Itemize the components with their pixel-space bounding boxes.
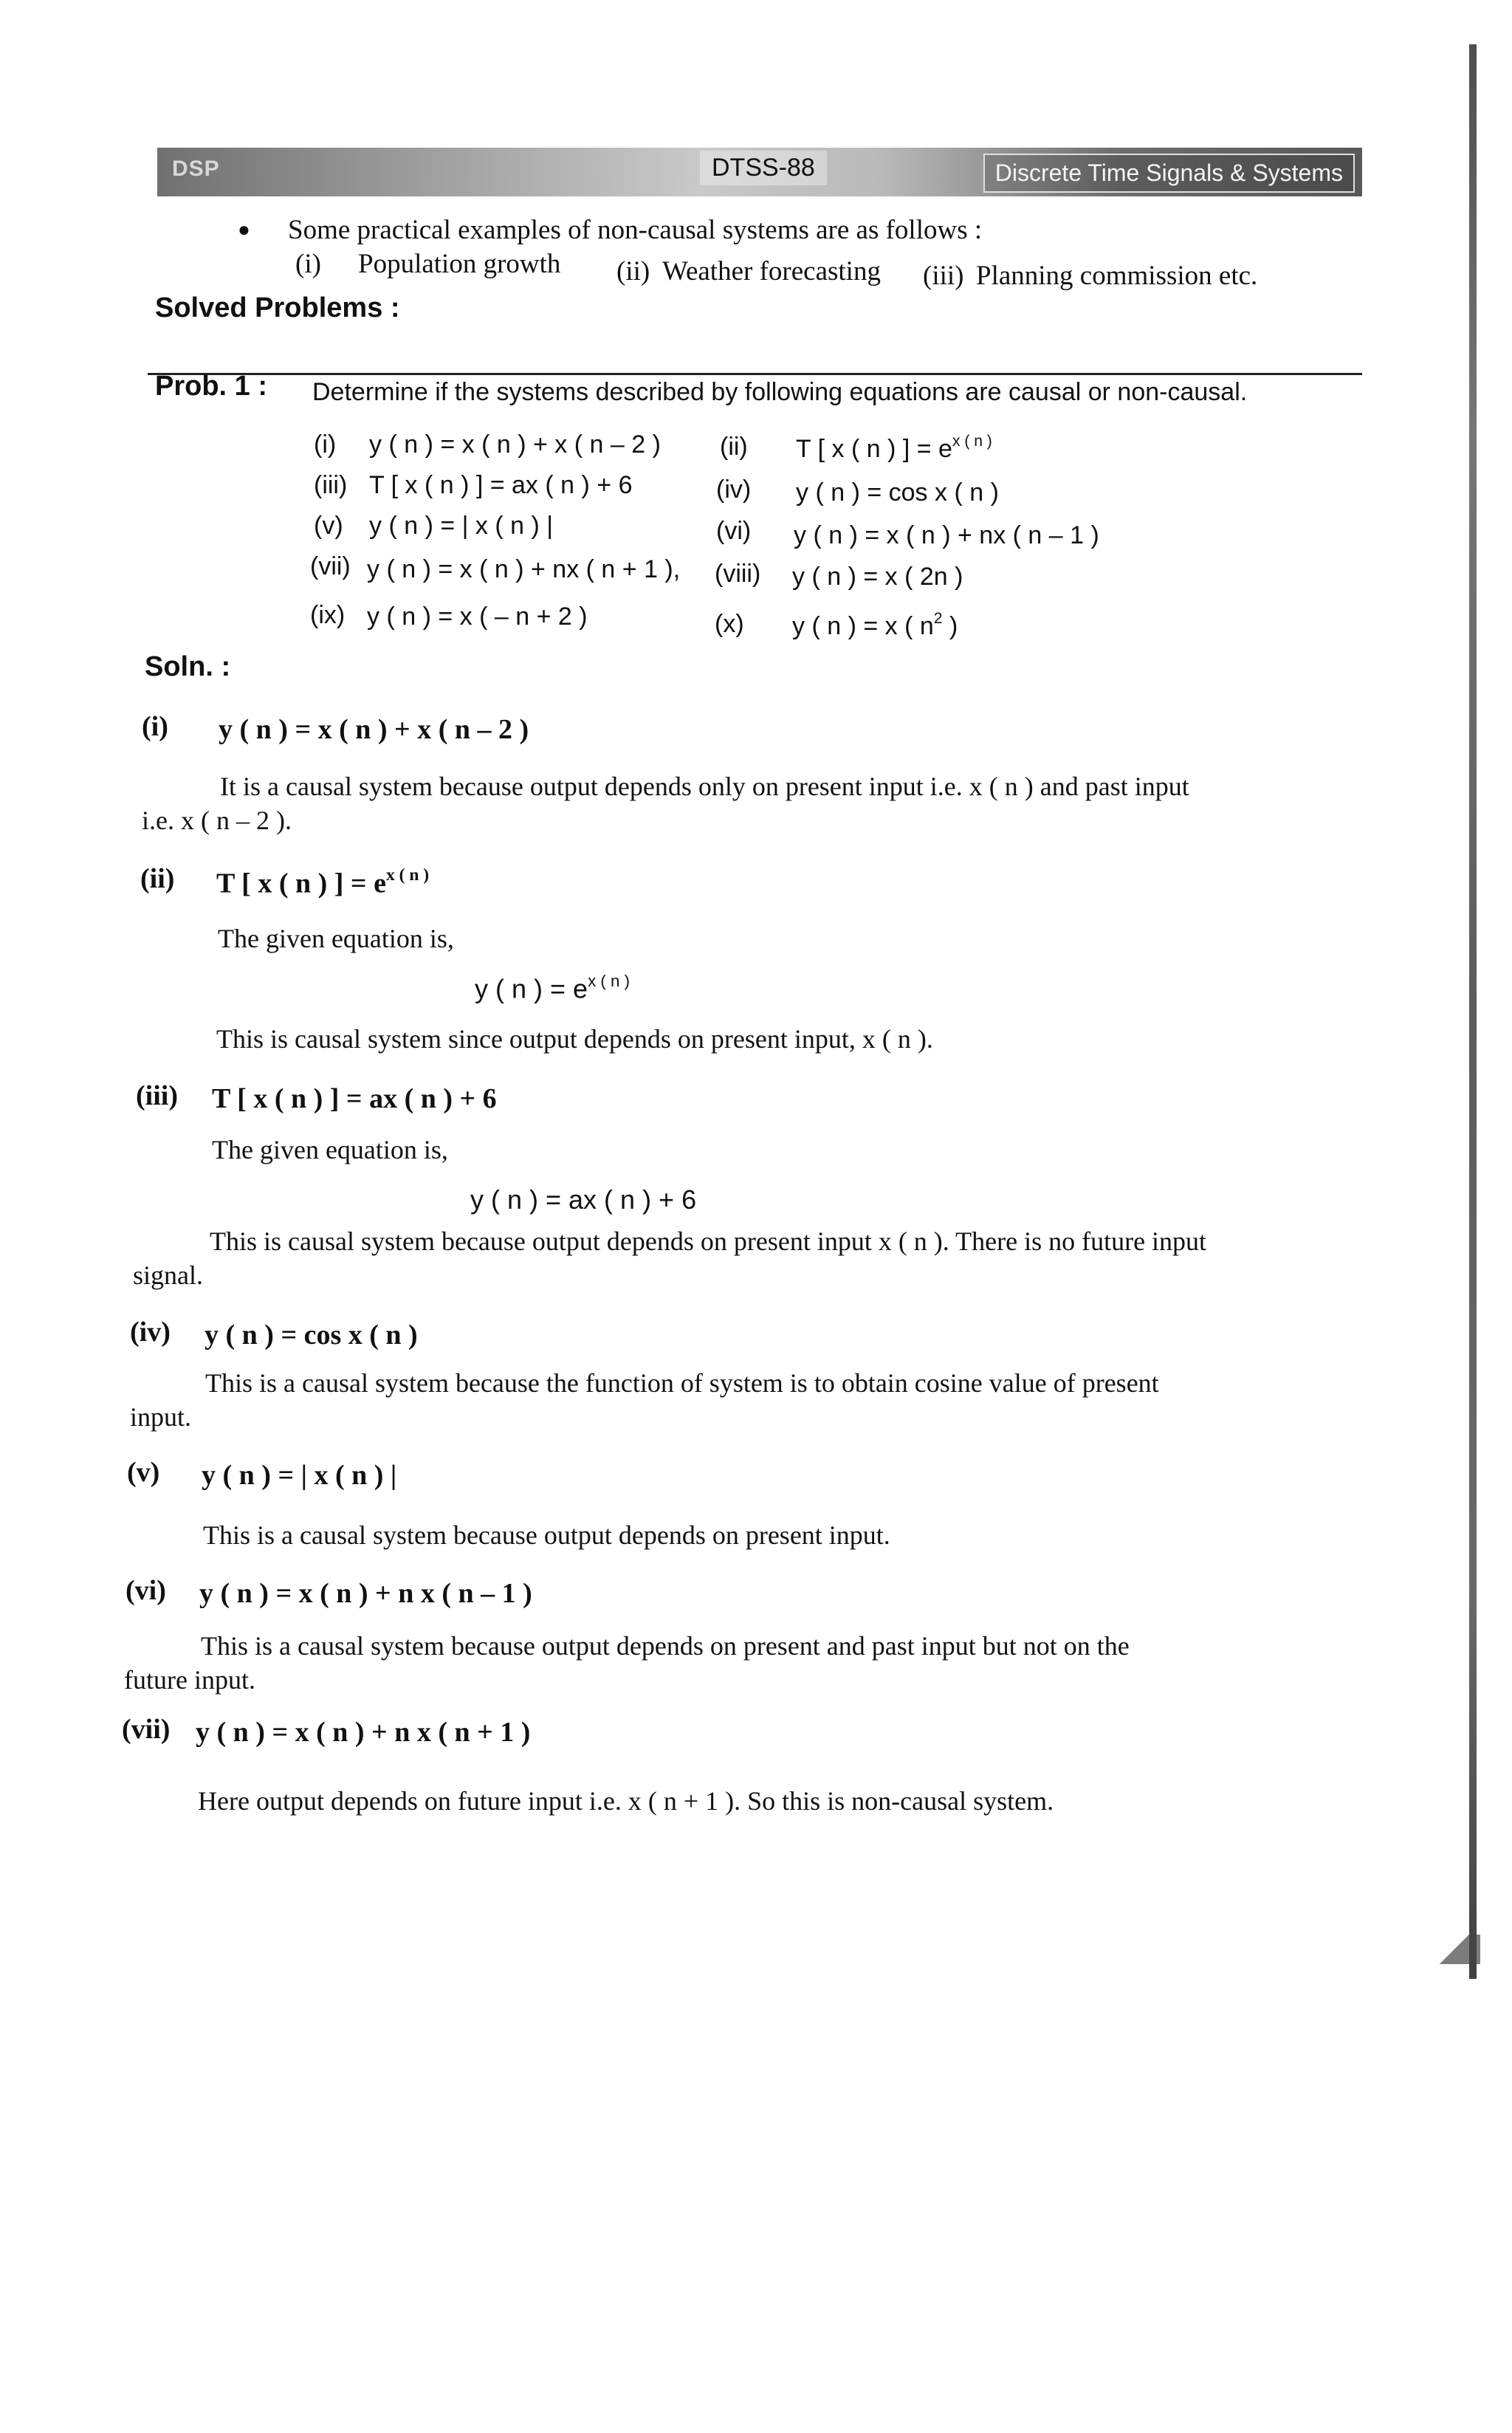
explanation-line: Here output depends on future input i.e. x ( n + 1 ). So this is non-causal system. [198,1786,1054,1816]
problem-label: Prob. 1 : [155,371,268,402]
option-num: (iii) [314,471,348,499]
option-num: (i) [314,430,337,459]
part-num: (iii) [136,1080,178,1111]
option-num: (x) [715,610,744,638]
part-equation: y ( n ) = cos x ( n ) [205,1320,418,1351]
part-num: (vii) [122,1714,171,1745]
formula: y ( n ) = $e^{x ( n )}$ [475,972,630,1004]
option-num: (ii) [720,433,748,461]
part-num: (vi) [126,1575,166,1606]
formula: y ( n ) = ax ( n ) + 6 [470,1184,697,1215]
explanation-line: input. [130,1402,192,1432]
option-equation: y ( n ) = x ( n ) + nx ( n + 1 ), [367,555,681,583]
given-text: The given equation is, [218,924,454,953]
given-text: The given equation is, [212,1135,448,1164]
solved-problems-heading: Solved Problems : [155,292,400,323]
example-num: (iii) [923,261,964,291]
option-equation: T [ x ( n ) ] = $e^{x ( n )}$ [796,433,992,463]
part-equation: T [ x ( n ) ] = ax ( n ) + 6 [212,1083,497,1114]
option-equation: T [ x ( n ) ] = ax ( n ) + 6 [369,471,633,499]
explanation-line: This is causal system since output depends on present input, x ( n ). [216,1024,933,1054]
explanation-line: i.e. x ( n – 2 ). [142,806,292,835]
explanation-line: It is a causal system because output depends only on present input i.e. x ( n ) and past input [220,772,1189,801]
example-text: Population growth [358,249,561,279]
option-equation: y ( n ) = x ( n ) + nx ( n – 1 ) [794,521,1099,549]
explanation-line: future input. [124,1665,255,1695]
option-num: (viii) [715,560,761,588]
option-num: (ix) [310,601,346,629]
bullet-dot-icon: ● [238,219,250,241]
part-num: (iv) [130,1317,171,1348]
part-equation: y ( n ) = x ( n ) + n x ( n – 1 ) [199,1578,532,1609]
intro-bullet-text: Some practical examples of non-causal systems are as follows : [288,215,983,245]
option-equation: y ( n ) = x ( $n^2$ ) [792,610,958,640]
page-binding-shadow [1429,1935,1480,1964]
part-equation: y ( n ) = | x ( n ) | [202,1460,397,1491]
part-num: (v) [127,1457,160,1488]
header-left-label: DSP [172,157,220,181]
page-header [157,148,1362,196]
explanation-line: signal. [133,1260,203,1290]
option-equation: y ( n ) = x ( 2n ) [792,563,963,591]
option-equation: y ( n ) = x ( n ) + x ( n – 2 ) [369,430,661,459]
part-num: (ii) [140,863,175,894]
example-text: Planning commission etc. [976,261,1258,291]
part-num: (i) [142,711,168,742]
part-equation: T [ x ( n ) ] = $e^{x ( n )}$ [216,865,430,899]
example-num: (i) [295,249,321,279]
page-code: DTSS-88 [700,151,827,185]
example-num: (ii) [616,256,650,286]
page-binding-edge [1469,44,1477,1979]
solution-label: Soln. : [145,651,231,682]
option-equation: y ( n ) = | x ( n ) | [369,512,554,540]
explanation-line: This is a causal system because output depends on present input. [203,1520,890,1550]
example-text: Weather forecasting [662,256,881,286]
option-num: (vi) [716,517,752,545]
chapter-title: Discrete Time Signals & Systems [983,154,1355,193]
problem-statement: Determine if the systems described by following equations are causal or non-causal. [312,378,1248,406]
part-equation: y ( n ) = x ( n ) + n x ( n + 1 ) [196,1717,531,1748]
section-divider [148,373,1362,375]
option-num: (iv) [716,476,752,504]
explanation-line: This is a causal system because output depends on present and past input but not on the [201,1631,1130,1661]
explanation-line: This is a causal system because the function of system is to obtain cosine value of present [205,1368,1159,1398]
option-equation: y ( n ) = cos x ( n ) [796,478,999,507]
option-num: (vii) [310,552,351,580]
part-equation: y ( n ) = x ( n ) + x ( n – 2 ) [219,714,529,745]
option-equation: y ( n ) = x ( – n + 2 ) [367,603,588,631]
option-num: (v) [314,512,343,540]
explanation-line: This is causal system because output depends on present input x ( n ). There is no future input [210,1226,1207,1256]
